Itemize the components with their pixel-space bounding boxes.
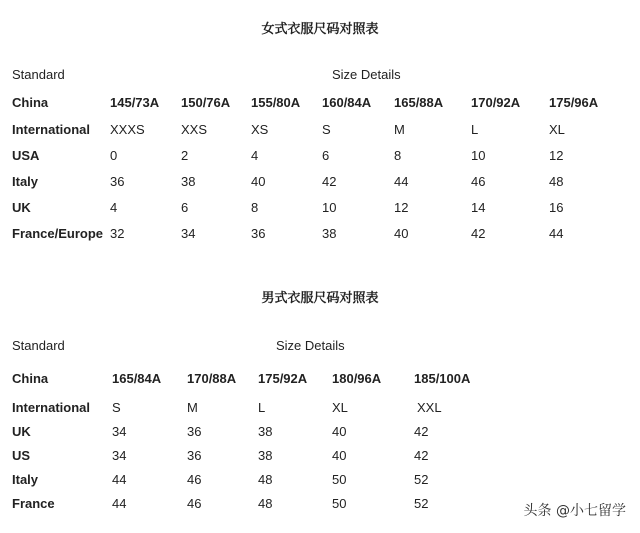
women-cell: 8 <box>394 148 402 163</box>
women-cell: 36 <box>251 226 266 241</box>
women-cell: 6 <box>181 200 189 215</box>
men-row-label-uk: UK <box>12 424 31 439</box>
men-cell: 52 <box>414 472 429 487</box>
men-cell: 44 <box>112 472 127 487</box>
women-cell: 145/73A <box>110 95 160 110</box>
women-cell: 46 <box>471 174 486 189</box>
men-cell: 46 <box>187 472 202 487</box>
women-cell: 34 <box>181 226 196 241</box>
women-size-details-header: Size Details <box>332 67 401 82</box>
women-cell: M <box>394 122 405 137</box>
women-cell: 165/88A <box>394 95 444 110</box>
women-cell: 8 <box>251 200 259 215</box>
men-cell: 40 <box>332 448 347 463</box>
men-cell: 46 <box>187 496 202 511</box>
women-cell: 44 <box>394 174 409 189</box>
women-cell: XXXS <box>110 122 145 137</box>
women-row-label-china: China <box>12 95 49 110</box>
men-row-label-china: China <box>12 371 49 386</box>
women-row-label-france-europe: France/Europe <box>12 226 104 241</box>
women-cell: 40 <box>251 174 266 189</box>
men-cell: 40 <box>332 424 347 439</box>
men-cell: 180/96A <box>332 371 382 386</box>
women-cell: 44 <box>549 226 564 241</box>
women-cell: L <box>471 122 479 137</box>
women-row-label-international: International <box>12 122 91 137</box>
women-cell: 42 <box>322 174 337 189</box>
women-cell: 150/76A <box>181 95 231 110</box>
men-cell: 48 <box>258 496 273 511</box>
women-cell: 14 <box>471 200 486 215</box>
women-cell: 38 <box>181 174 196 189</box>
men-cell: 50 <box>332 496 347 511</box>
men-cell: 34 <box>112 448 127 463</box>
men-cell: 52 <box>414 496 429 511</box>
men-cell: 42 <box>414 448 429 463</box>
men-row-label-france: France <box>12 496 55 511</box>
women-table-title: 女式衣服尺码对照表 <box>261 21 379 36</box>
women-cell: 170/92A <box>471 95 521 110</box>
women-cell: 12 <box>549 148 564 163</box>
men-size-details-header: Size Details <box>276 338 345 353</box>
women-cell: 4 <box>110 200 118 215</box>
women-cell: XS <box>251 122 269 137</box>
men-cell: 165/84A <box>112 371 162 386</box>
men-standard-header: Standard <box>12 338 65 353</box>
men-cell: 38 <box>258 424 273 439</box>
women-cell: 38 <box>322 226 337 241</box>
men-row-label-international: International <box>12 400 91 415</box>
women-cell: 42 <box>471 226 486 241</box>
men-cell: 48 <box>258 472 273 487</box>
women-cell: 175/96A <box>549 95 599 110</box>
men-cell: 36 <box>187 424 202 439</box>
women-cell: 10 <box>471 148 486 163</box>
watermark: 头条 @小七留学 <box>523 503 626 519</box>
men-cell: M <box>187 400 198 415</box>
men-cell: 175/92A <box>258 371 308 386</box>
men-cell: 185/100A <box>414 371 471 386</box>
men-row-label-us: US <box>12 448 31 463</box>
women-cell: 16 <box>549 200 564 215</box>
women-cell: 4 <box>251 148 259 163</box>
women-cell: XL <box>549 122 565 137</box>
women-cell: 2 <box>181 148 189 163</box>
women-cell: 0 <box>110 148 118 163</box>
men-cell: 50 <box>332 472 347 487</box>
men-cell: 170/88A <box>187 371 237 386</box>
women-cell: 160/84A <box>322 95 372 110</box>
men-cell: XXL <box>417 400 442 415</box>
women-cell: 36 <box>110 174 125 189</box>
women-cell: S <box>322 122 331 137</box>
men-cell: 38 <box>258 448 273 463</box>
men-cell: 34 <box>112 424 127 439</box>
men-cell: S <box>112 400 121 415</box>
men-cell: 42 <box>414 424 429 439</box>
women-row-label-uk: UK <box>12 200 31 215</box>
men-cell: 36 <box>187 448 202 463</box>
women-cell: 48 <box>549 174 564 189</box>
women-cell: 32 <box>110 226 125 241</box>
women-cell: 40 <box>394 226 409 241</box>
men-cell: L <box>258 400 266 415</box>
women-row-label-italy: Italy <box>12 174 39 189</box>
women-row-label-usa: USA <box>12 148 40 163</box>
women-standard-header: Standard <box>12 67 65 82</box>
women-cell: 12 <box>394 200 409 215</box>
women-cell: 6 <box>322 148 330 163</box>
men-row-label-italy: Italy <box>12 472 39 487</box>
women-cell: 10 <box>322 200 337 215</box>
men-cell: 44 <box>112 496 127 511</box>
men-cell: XL <box>332 400 348 415</box>
men-table-title: 男式衣服尺码对照表 <box>261 290 379 305</box>
women-cell: XXS <box>181 122 208 137</box>
women-cell: 155/80A <box>251 95 301 110</box>
